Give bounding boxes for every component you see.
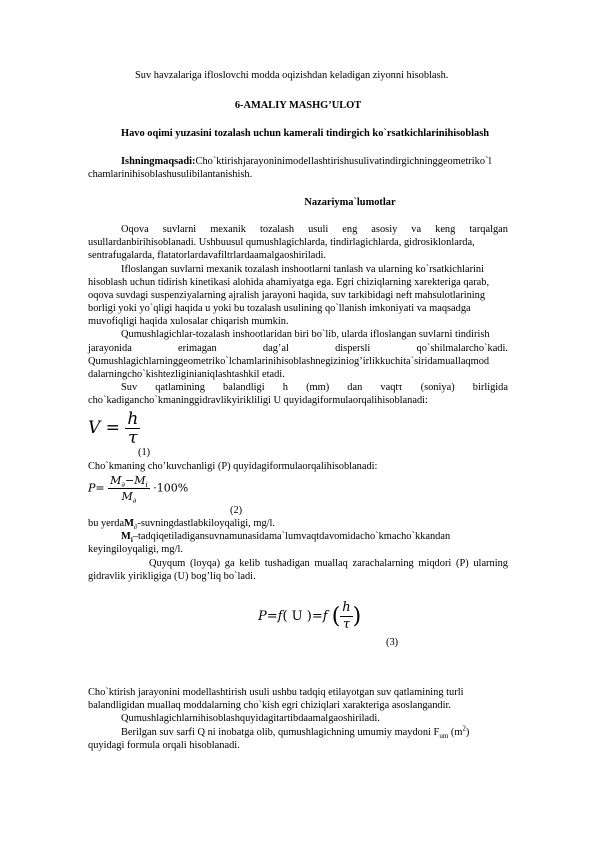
equation-1: [88, 410, 140, 447]
p8-line-1: Berilgan suv sarfi Q ni inobatga olib, qumushlagichning umumiy maydoni $F_{um}$ $(m^2)$: [121, 724, 470, 741]
eq2-numerator: $M_\partial-M_i$: [110, 474, 148, 490]
p2-line-1: Ifloslangan suvlarni mexanik tozalash inshootlarni tanlash va ularning ko`rsatkichlarini: [121, 264, 484, 275]
page-title: 6-AMALIY MASHG’ULOT: [234, 100, 362, 111]
eq1-fraction: [125, 410, 140, 447]
page-header: Suv havzalariga ifloslovchi modda oqizishdan keladigan ziyonni hisoblash.: [135, 70, 449, 81]
eq2-number: (2): [230, 505, 243, 516]
p2-line-4: borligi yoki yo`qligi haqida u yoki bu tozalash usulining qo`llanish imkoniyati va maqsadga: [88, 303, 471, 314]
p6-line-1: Cho`ktirish jarayonini modellashtirish usuli ushbu tadqiq etilayotgan suv qatlamining turli: [88, 687, 464, 698]
p5-line-1: Quyqum (loyqa) ga kelib tushadigan muallaq zarachalarning miqdori (P) ularning: [149, 558, 508, 569]
goal-line-2: chamlarinihisoblashusulibilantanishish.: [88, 169, 253, 180]
eq1-denominator: τ: [128, 428, 138, 448]
p3-line-2: jarayonida erimagan dag’al dispersli qo`shilmalarcho`kadi.: [88, 343, 508, 354]
definition-1: bu yerdaM$_\partial$-suvningdastlabkiloyqaligi, mg/l.: [88, 518, 276, 532]
goal-line-1: [121, 155, 511, 168]
equation-3: P=f( U )=f ( $\frac{h}{\tau}$ ): [258, 600, 362, 632]
p8-line-2: quyidagi formula orqali hisoblanadi.: [88, 740, 240, 751]
p1-line-2: usullardanbirihisoblanadi. Ushbuusul qumushlagichlarda, tindirlagichlarda, gidrosiklonlarda,: [88, 237, 475, 248]
p6-line-2: balandligidan muallaq moddalarning cho`kish egri chiziqlari xarakteriga asoslangandir.: [88, 700, 451, 711]
definition-2: $M_i-tadqiqetiladigansuvnamunasidama`lumvaqtdavomidacho`kmacho`kkandan$: [121, 531, 451, 545]
p3-line-1: Qumushlagichlar-tozalash inshootlaridan biri bo`lib, ularda ifloslangan suvlarni tindirish: [121, 329, 490, 340]
eq3-fraction: $\frac{h}{\tau}$: [342, 600, 351, 632]
definition-2-cont: keyingiloyqaligi, mg/l.: [88, 544, 183, 555]
eq2-tail: ·100%: [153, 481, 189, 495]
eq2-denominator: $M_\partial$: [121, 490, 137, 506]
p4-line-2: cho`kadigancho`kmaninggidravlikyirikliligi U quyidagiformulaorqalihisoblanadi:: [88, 395, 428, 406]
p2-line-3: oqova suvdagi suspenziyalarning ajralish jarayoni haqida, suv tarkibidagi neft mahsulotlarining: [88, 290, 486, 301]
p7-line: Qumushlagichlarnihisoblashquyidagitartibdaamalgaoshiriladi.: [121, 713, 380, 724]
eq2-lhs: P=: [88, 481, 105, 495]
p2-line-5: muvofiqligi haqida xulosalar chiqarish mumkin.: [88, 316, 289, 327]
page-subtitle: Havo oqimi yuzasini tozalash uchun kamerali tindirgich ko`rsatkichlarinihisoblash: [121, 128, 490, 139]
goal-label: Ishningmaqsadi:: [121, 156, 196, 167]
p2-line-2: hisoblash uchun tidirish kinetikasi alohida ahamiyatga ega. Egri chiziqlarning xarekteriga qarab,: [88, 277, 490, 288]
p5-line-2: gidravlik yirikligiga (U) bog’liq bo`ladi.: [88, 571, 256, 582]
section-title: Nazariyma`lumotlar: [304, 197, 396, 208]
p3-line-3: Qumushlagichlarninggeometriko`lchamlarinihisoblashnegiziniog’irlikkuchita`siridamuallaqmod: [88, 356, 490, 367]
eq3-left-paren: (: [331, 603, 341, 629]
eq1-number: (1): [138, 447, 151, 458]
p3-line-4: dalarningcho`kishtezliginianiqlashtashkil etadi.: [88, 369, 285, 380]
goal-text: Cho`ktirishjarayoninimodellashtirishusulivatindirgichninggeometriko`l: [195, 156, 492, 167]
eq1-numerator: h: [127, 409, 139, 429]
eq2-fraction: [108, 473, 150, 504]
eq3-number: (3): [386, 637, 399, 648]
p1-line-1: Oqova suvlarni mexanik tozalash usuli eng asosiy va keng tarqalgan: [121, 224, 508, 235]
p1-line-3: sentrafugalarda, flatatorlardavafiltrlardaamalgaoshiriladi.: [88, 250, 327, 261]
eq1-lhs: V =: [88, 418, 120, 438]
p4-line-1: Suv qatlamining balandligi h (mm) dan vaqtτ (soniya) birligida: [121, 382, 508, 393]
equation-2: [88, 473, 188, 504]
eq3-right-paren: ): [352, 603, 362, 629]
eq2-intro: Cho`kmaning cho’kuvchanligi (P) quyidagiformulaorqalihisoblanadi:: [88, 461, 378, 472]
